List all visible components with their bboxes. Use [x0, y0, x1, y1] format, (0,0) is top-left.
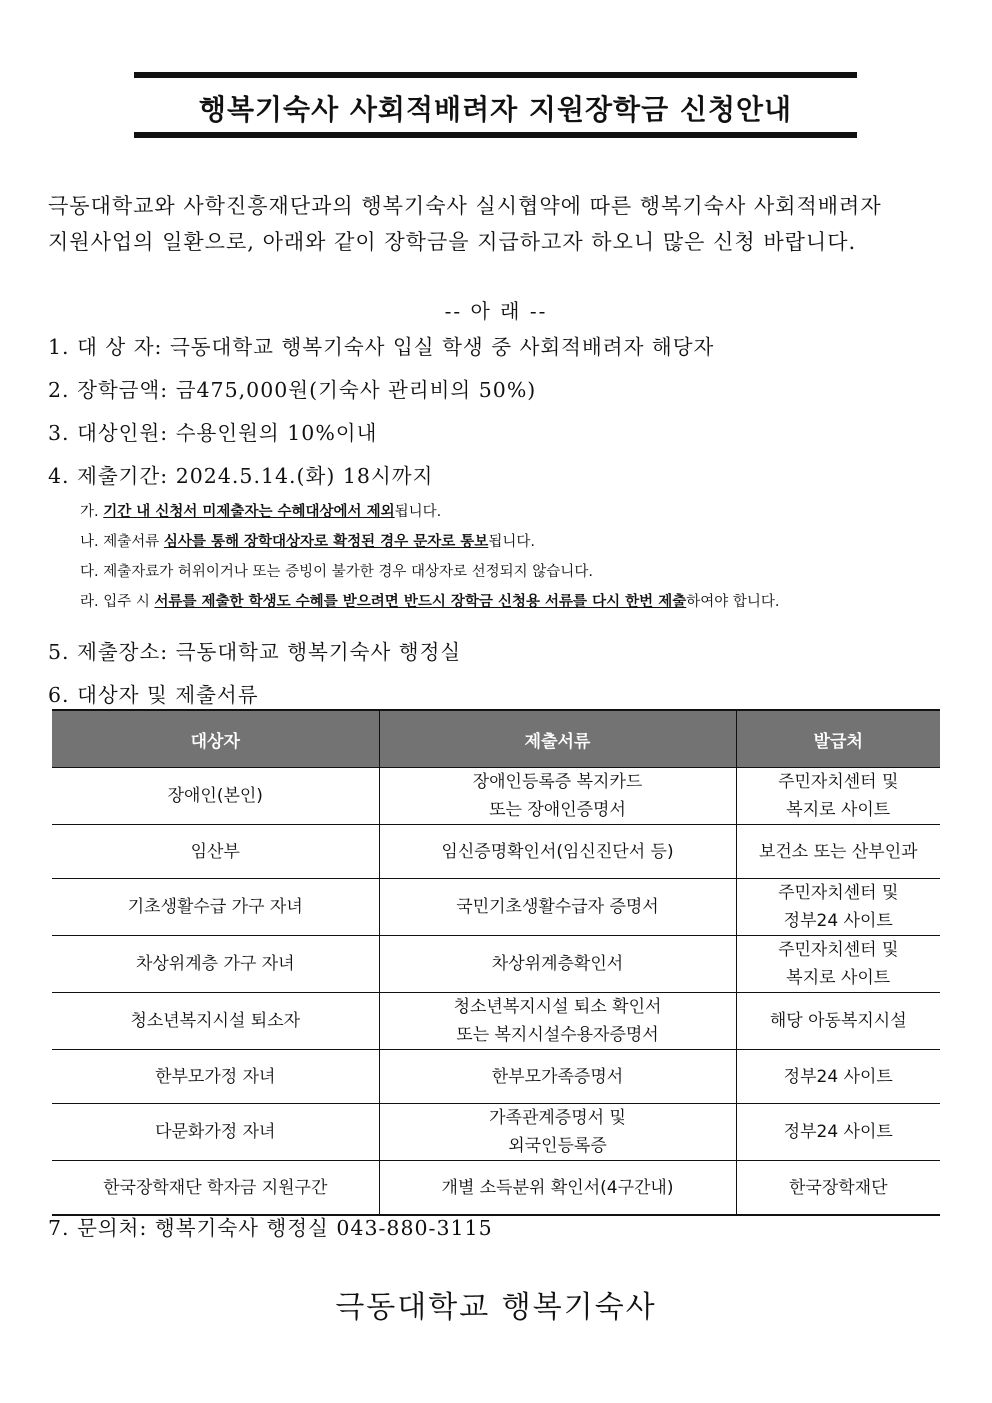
sub-ra-emphasis: 서류를 제출한 학생도 수혜를 받으려면 반드시 장학금 신청용 서류를 다시 한번 제출 — [154, 594, 687, 610]
cell-document-line2: 또는 장애인증명서 — [489, 800, 626, 820]
table-row — [52, 993, 940, 1050]
intro-paragraph — [48, 188, 948, 260]
cell-issuer-line2: 복지로 사이트 — [786, 800, 891, 820]
item-count: 3. 대상인원: 수용인원의 10%이내 — [48, 421, 378, 445]
cell-target: 다문화가정 자녀 — [52, 1104, 379, 1161]
sub-ga-emphasis: 기간 내 신청서 미제출자는 수혜대상에서 제외 — [103, 504, 395, 520]
sub-item-ra — [80, 590, 780, 611]
sub-na-suffix: 됩니다. — [488, 534, 535, 550]
item-documents: 6. 대상자 및 제출서류 — [48, 683, 259, 707]
sub-na-prefix: 나. 제출서류 — [80, 534, 164, 550]
section-divider-label: -- 아 래 -- — [444, 299, 548, 323]
item-place: 5. 제출장소: 극동대학교 행복기숙사 행정실 — [48, 640, 462, 664]
table-row — [52, 1161, 940, 1216]
cell-issuer — [736, 879, 940, 936]
cell-issuer: 보건소 또는 산부인과 — [736, 825, 940, 879]
cell-document — [379, 1104, 736, 1161]
cell-document — [379, 993, 736, 1050]
table-row — [52, 1104, 940, 1161]
cell-target: 임산부 — [52, 825, 379, 879]
table-row — [52, 825, 940, 879]
table-row — [52, 879, 940, 936]
sub-item-ga — [80, 500, 441, 521]
cell-document-line1: 청소년복지시설 퇴소 확인서 — [453, 997, 662, 1017]
cell-target: 장애인(본인) — [52, 768, 379, 825]
cell-document: 개별 소득분위 확인서(4구간내) — [379, 1161, 736, 1216]
cell-document: 임신증명확인서(임신진단서 등) — [379, 825, 736, 879]
sub-ga-prefix: 가. — [80, 504, 104, 520]
header-target: 대상자 — [52, 710, 379, 768]
cell-document-line2: 외국인등록증 — [508, 1136, 607, 1156]
item-target: 1. 대 상 자: 극동대학교 행복기숙사 입실 학생 중 사회적배려자 해당자 — [48, 335, 715, 359]
item-period: 4. 제출기간: 2024.5.14.(화) 18시까지 — [48, 464, 434, 488]
header-document: 제출서류 — [379, 710, 736, 768]
header-issuer: 발급처 — [736, 710, 940, 768]
item-contact: 7. 문의처: 행복기숙사 행정실 043-880-3115 — [48, 1216, 493, 1240]
table-row — [52, 936, 940, 993]
cell-target: 한부모가정 자녀 — [52, 1050, 379, 1104]
table-header-row — [52, 710, 940, 768]
sub-ga-suffix: 됩니다. — [394, 504, 442, 520]
cell-document: 차상위계층확인서 — [379, 936, 736, 993]
cell-target: 기초생활수급 가구 자녀 — [52, 879, 379, 936]
sub-item-da: 다. 제출자료가 허위이거나 또는 증빙이 불가한 경우 대상자로 선정되지 않습니다. — [80, 564, 593, 580]
footer-organization: 극동대학교 행복기숙사 — [335, 1290, 657, 1325]
cell-issuer-line2: 복지로 사이트 — [786, 968, 891, 988]
cell-issuer: 정부24 사이트 — [736, 1050, 940, 1104]
cell-document: 국민기초생활수급자 증명서 — [379, 879, 736, 936]
item-amount: 2. 장학금액: 금475,000원(기숙사 관리비의 50%) — [48, 378, 537, 402]
sub-ra-suffix: 하여야 합니다. — [686, 594, 780, 610]
title-box — [134, 72, 857, 138]
cell-issuer-line1: 주민자치센터 및 — [778, 772, 899, 792]
cell-target: 청소년복지시설 퇴소자 — [52, 993, 379, 1050]
cell-issuer-line1: 주민자치센터 및 — [778, 940, 899, 960]
sub-na-emphasis: 심사를 통해 장학대상자로 확정된 경우 문자로 통보 — [163, 534, 489, 550]
cell-document-line1: 가족관계증명서 및 — [489, 1108, 626, 1128]
cell-target: 차상위계층 가구 자녀 — [52, 936, 379, 993]
cell-issuer: 한국장학재단 — [736, 1161, 940, 1216]
cell-issuer: 해당 아동복지시설 — [736, 993, 940, 1050]
cell-document — [379, 768, 736, 825]
table-row — [52, 768, 940, 825]
intro-line-2: 지원사업의 일환으로, 아래와 같이 장학금을 지급하고자 하오니 많은 신청 바랍니다. — [48, 230, 857, 254]
sub-item-na — [80, 530, 535, 551]
cell-document-line1: 장애인등록증 복지카드 — [472, 772, 643, 792]
cell-target: 한국장학재단 학자금 지원구간 — [52, 1161, 379, 1216]
cell-document: 한부모가족증명서 — [379, 1050, 736, 1104]
cell-issuer-line2: 정부24 사이트 — [783, 911, 893, 931]
page-title: 행복기숙사 사회적배려자 지원장학금 신청안내 — [198, 93, 793, 126]
documents-table — [52, 709, 940, 1216]
cell-document-line2: 또는 복지시설수용자증명서 — [456, 1025, 659, 1045]
intro-line-1: 극동대학교와 사학진흥재단과의 행복기숙사 실시협약에 따른 행복기숙사 사회적배려자 — [48, 194, 882, 218]
cell-issuer: 정부24 사이트 — [736, 1104, 940, 1161]
table-row — [52, 1050, 940, 1104]
sub-ra-prefix: 라. 입주 시 — [80, 594, 155, 610]
cell-issuer-line1: 주민자치센터 및 — [778, 883, 899, 903]
cell-issuer — [736, 768, 940, 825]
cell-issuer — [736, 936, 940, 993]
